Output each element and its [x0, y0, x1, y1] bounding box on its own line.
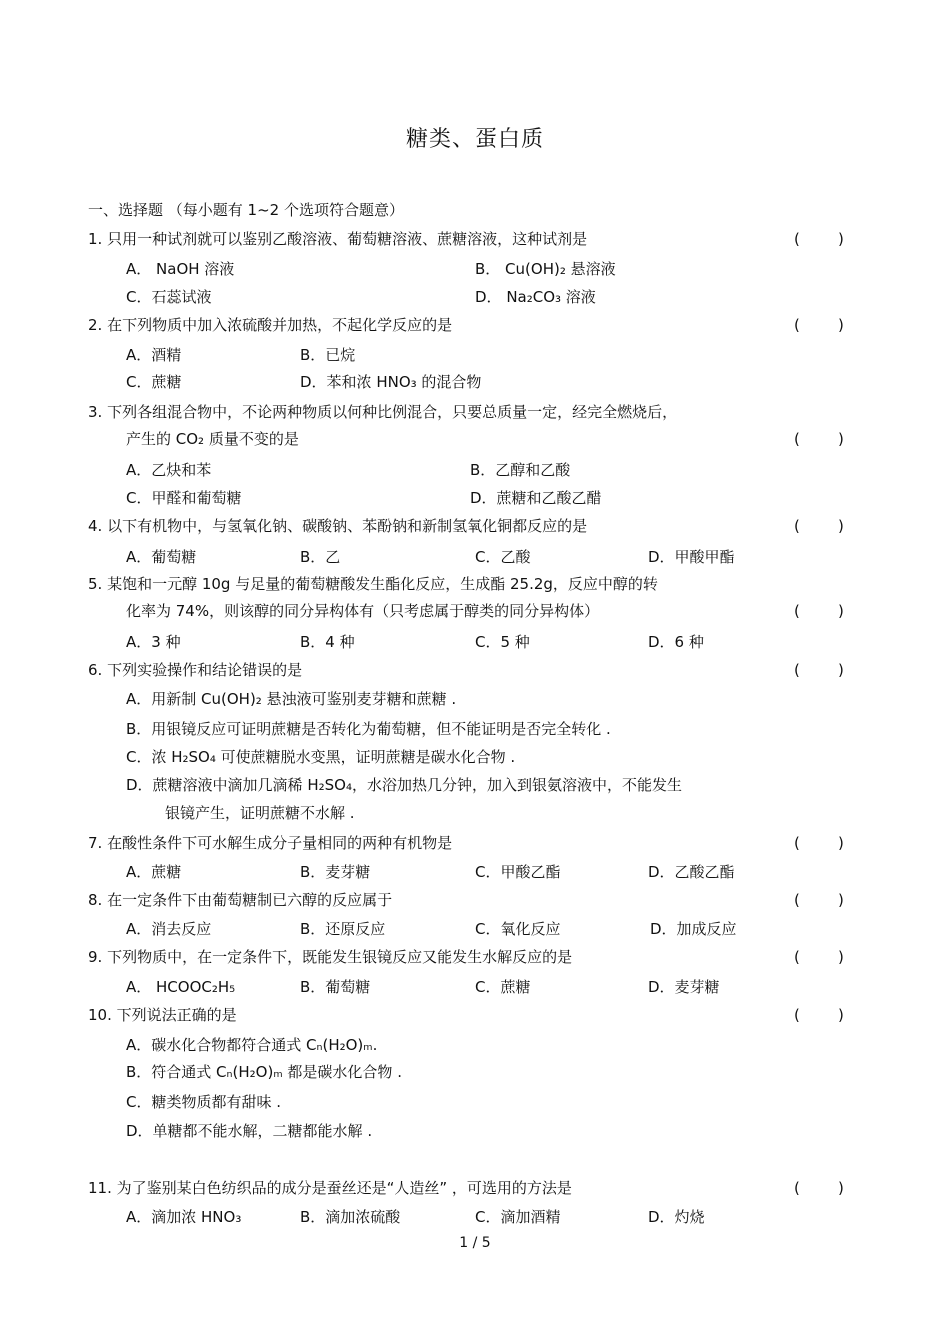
q10-option-d: D．单糖都不能水解，二糖都能水解 . [126, 1122, 373, 1140]
question-2-stem: 2. 在下列物质中加入浓硫酸并加热，不起化学反应的是 [88, 316, 453, 334]
question-5-stem-cont: 化率为 74%，则该醇的同分异构体有（只考虑属于醇类的同分异构体） [126, 602, 600, 620]
question-3-stem: 3. 下列各组混合物中，不论两种物质以何种比例混合，只要总质量一定，经完全燃烧后， [88, 403, 678, 421]
answer-blank-1: ( ) [794, 230, 844, 248]
question-5-stem: 5. 某饱和一元醇 10g 与足量的葡萄糖酸发生酯化反应，生成酯 25.2g，反应中醇的转 [88, 575, 658, 593]
q9-option-d: D．麦芽糖 [648, 978, 720, 996]
question-3-stem-cont: 产生的 CO₂ 质量不变的是 [126, 430, 299, 448]
page-number: 1 / 5 [459, 1235, 491, 1251]
answer-blank-6: ( ) [794, 661, 844, 679]
q6-option-d-cont: 银镜产生，证明蔗糖不水解 . [165, 804, 355, 822]
q7-option-b: B．麦芽糖 [300, 863, 371, 881]
answer-blank-8: ( ) [794, 891, 844, 909]
q8-option-d: D．加成反应 [650, 920, 737, 938]
q11-option-a: A．滴加浓 HNO₃ [126, 1208, 242, 1226]
q1-option-a: A． NaOH 溶液 [126, 260, 235, 278]
q1-option-b: B． Cu(OH)₂ 悬溶液 [475, 260, 616, 278]
question-11-stem: 11. 为了鉴别某白色纺织品的成分是蚕丝还是“人造丝” ，可选用的方法是 [88, 1179, 572, 1197]
q11-option-d: D．灼烧 [648, 1208, 705, 1226]
q8-option-b: B．还原反应 [300, 920, 386, 938]
page-title: 糖类、蛋白质 [405, 127, 544, 152]
q1-option-c: C．石蕊试液 [126, 288, 212, 306]
q7-option-d: D．乙酸乙酯 [648, 863, 735, 881]
q9-option-b: B．葡萄糖 [300, 978, 371, 996]
q6-option-c: C．浓 H₂SO₄ 可使蔗糖脱水变黑，证明蔗糖是碳水化合物 . [126, 748, 516, 766]
answer-blank-10: ( ) [794, 1006, 844, 1024]
q6-option-b: B．用银镜反应可证明蔗糖是否转化为葡萄糖，但不能证明是否完全转化 . [126, 720, 611, 738]
answer-blank-3: ( ) [794, 430, 844, 448]
q3-option-d: D．蔗糖和乙酸乙醋 [470, 489, 602, 507]
q10-option-c: C．糖类物质都有甜味 . [126, 1093, 282, 1111]
q8-option-a: A．消去反应 [126, 920, 212, 938]
answer-blank-4: ( ) [794, 517, 844, 535]
answer-blank-11: ( ) [794, 1179, 844, 1197]
q2-option-d: D．苯和浓 HNO₃ 的混合物 [300, 373, 482, 391]
question-1-stem: 1. 只用一种试剂就可以鉴别乙酸溶液、葡萄糖溶液、蔗糖溶液，这种试剂是 [88, 230, 588, 248]
q5-option-c: C．5 种 [475, 633, 530, 651]
q6-option-d: D．蔗糖溶液中滴加几滴稀 H₂SO₄，水浴加热几分钟，加入到银氨溶液中，不能发生 [126, 776, 682, 794]
q5-option-a: A．3 种 [126, 633, 181, 651]
answer-blank-7: ( ) [794, 834, 844, 852]
q11-option-b: B．滴加浓硫酸 [300, 1208, 401, 1226]
q5-option-b: B．4 种 [300, 633, 355, 651]
q6-option-a: A．用新制 Cu(OH)₂ 悬浊液可鉴别麦芽糖和蔗糖 . [126, 690, 457, 708]
q4-option-d: D．甲酸甲酯 [648, 548, 735, 566]
q8-option-c: C．氧化反应 [475, 920, 561, 938]
q3-option-a: A．乙炔和苯 [126, 461, 212, 479]
q4-option-b: B．乙 [300, 548, 341, 566]
q3-option-b: B．乙醇和乙酸 [470, 461, 571, 479]
q2-option-a: A．酒精 [126, 346, 182, 364]
q4-option-a: A．葡萄糖 [126, 548, 197, 566]
question-9-stem: 9. 下列物质中，在一定条件下，既能发生银镜反应又能发生水解反应的是 [88, 948, 573, 966]
q9-option-c: C．蔗糖 [475, 978, 531, 996]
q5-option-d: D．6 种 [648, 633, 704, 651]
answer-blank-2: ( ) [794, 316, 844, 334]
q7-option-c: C．甲酸乙酯 [475, 863, 561, 881]
q2-option-b: B．已烷 [300, 346, 356, 364]
q9-option-a: A． HCOOC₂H₅ [126, 978, 236, 996]
question-7-stem: 7. 在酸性条件下可水解生成分子量相同的两种有机物是 [88, 834, 453, 852]
question-4-stem: 4. 以下有机物中，与氢氧化钠、碳酸钠、苯酚钠和新制氢氧化铜都反应的是 [88, 517, 588, 535]
section-heading: 一、选择题 （每小题有 1~2 个选项符合题意） [88, 201, 404, 219]
q3-option-c: C．甲醛和葡萄糖 [126, 489, 242, 507]
answer-blank-5: ( ) [794, 602, 844, 620]
q4-option-c: C．乙酸 [475, 548, 531, 566]
question-8-stem: 8. 在一定条件下由葡萄糖制已六醇的反应属于 [88, 891, 393, 909]
q10-option-b: B．符合通式 Cₙ(H₂O)ₘ 都是碳水化合物 . [126, 1063, 402, 1081]
q10-option-a: A．碳水化合物都符合通式 Cₙ(H₂O)ₘ. [126, 1036, 378, 1054]
q1-option-d: D． Na₂CO₃ 溶液 [475, 288, 596, 306]
q11-option-c: C．滴加酒精 [475, 1208, 561, 1226]
question-10-stem: 10. 下列说法正确的是 [88, 1006, 237, 1024]
q2-option-c: C．蔗糖 [126, 373, 182, 391]
answer-blank-9: ( ) [794, 948, 844, 966]
q7-option-a: A．蔗糖 [126, 863, 182, 881]
question-6-stem: 6. 下列实验操作和结论错误的是 [88, 661, 303, 679]
